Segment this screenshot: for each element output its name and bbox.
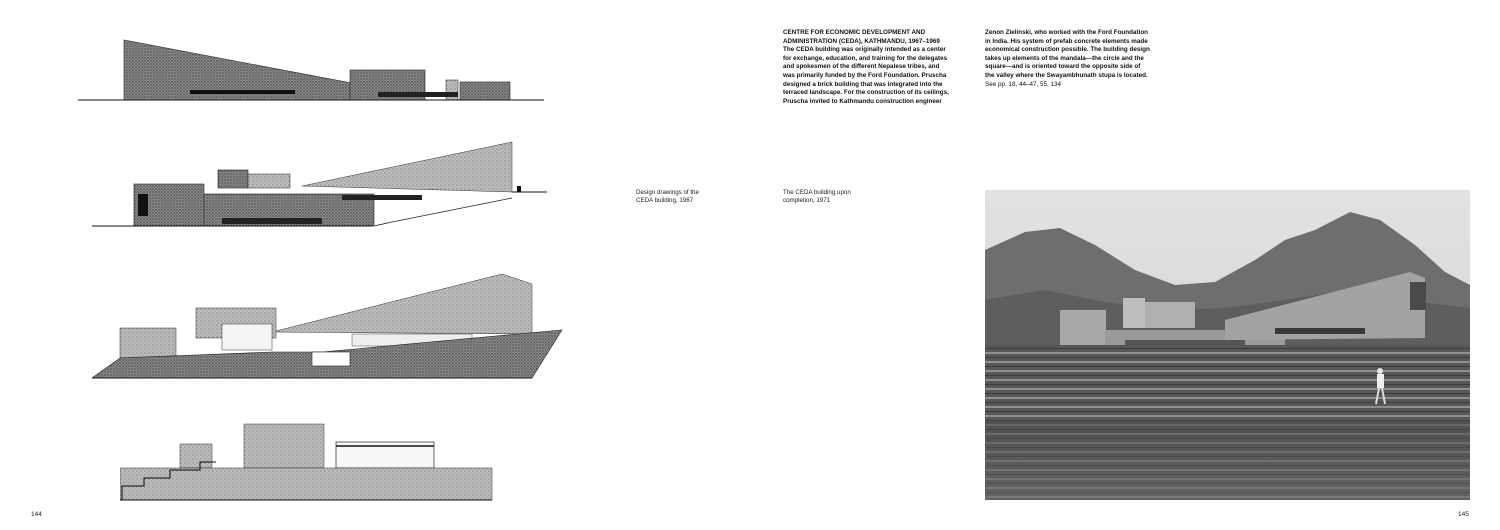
see-pages-reference: See pp. 18, 44–47, 55, 134	[985, 80, 1061, 88]
drawings-caption-line-1: Design drawings of the	[636, 189, 699, 196]
body-line: in India. His system of prefab concrete elements made	[985, 37, 1148, 45]
body-text-column-2	[985, 29, 1175, 89]
body-line: was primarily funded by the Ford Foundation. Pruscha	[783, 71, 947, 79]
body-text-column-1	[783, 29, 973, 106]
section-drawing-1	[92, 272, 568, 382]
body-line: for exchange, education, and training for the delegates	[783, 54, 948, 62]
body-line: The CEDA building was originally intended as a center	[783, 46, 946, 54]
body-line: takes up elements of the mandala—the circle and the	[985, 54, 1144, 62]
body-line: CENTRE FOR ECONOMIC DEVELOPMENT AND	[783, 29, 926, 36]
body-line: ADMINISTRATION (CEDA), KATHMANDU, 1967–1969	[783, 37, 940, 45]
elevation-drawing-2	[92, 140, 552, 232]
body-line: economical construction possible. The building design	[985, 46, 1150, 54]
section-drawing-2	[120, 422, 495, 502]
drawings-caption-line-2: CEDA building, 1967	[636, 197, 694, 204]
body-line: the valley where the Swayambhunath stupa is located.	[985, 71, 1148, 79]
drawings-caption	[636, 189, 699, 205]
photo-caption-line-2: completion, 1971	[783, 197, 831, 204]
ceda-building-photo	[985, 190, 1470, 500]
photo-caption-line-1: The CEDA building upon	[783, 189, 851, 196]
body-line: square—and is oriented toward the opposite side of	[985, 63, 1141, 71]
body-line: Pruscha invited to Kathmandu construction engineer	[783, 97, 942, 105]
elevation-drawing-1	[78, 36, 548, 104]
body-line: terraced landscape. For the construction of its ceilings,	[783, 89, 949, 97]
page-number-left: 144	[31, 511, 42, 518]
body-line: designed a brick building that was integrated into the	[783, 80, 943, 88]
body-line: and spokesmen of the different Nepalese tribes, and	[783, 63, 940, 71]
body-line: Zenon Zielinski, who worked with the Ford Foundation	[985, 29, 1149, 36]
photo-illustration	[985, 190, 1470, 500]
page-number-right: 145	[1458, 511, 1469, 518]
photo-caption	[783, 189, 851, 205]
